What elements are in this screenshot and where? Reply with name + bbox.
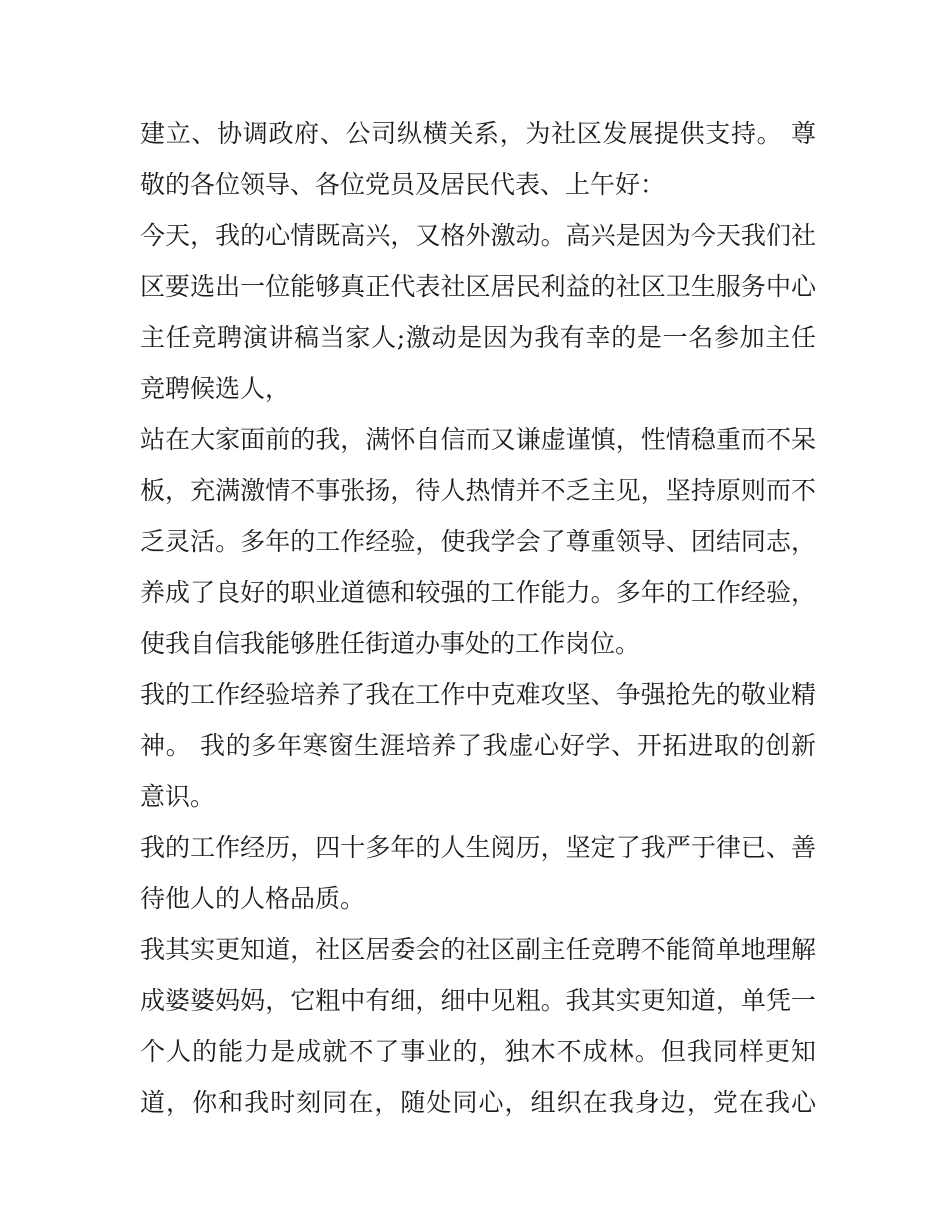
document-page [140,108,816,1128]
text-line: 建立、协调政府、公司纵横关系，为社区发展提供支持。 尊 [140,119,816,148]
text-line: 待他人的人格品质。 [140,884,366,913]
text-line: 主任竞聘演讲稿当家人;激动是因为我有幸的是一名参加主任 [140,323,816,352]
text-line: 神。 我的多年寒窗生涯培养了我虚心好学、开拓进取的创新 [140,731,816,760]
text-line: 区要选出一位能够真正代表社区居民利益的社区卫生服务中心 [140,272,816,301]
text-line: 使我自信我能够胜任街道办事处的工作岗位。 [140,629,641,658]
text-line: 站在大家面前的我，满怀自信而又谦虚谨慎，性情稳重而不呆 [140,425,816,454]
text-line: 道，你和我时刻同在，随处同心，组织在我身边，党在我心 [140,1088,816,1117]
text-line: 成婆婆妈妈，它粗中有细，细中见粗。我其实更知道，单凭一 [140,986,816,1015]
text-line: 今天，我的心情既高兴，又格外激动。高兴是因为今天我们社 [140,221,816,250]
text-line: 竞聘候选人， [140,374,291,403]
text-line: 养成了良好的职业道德和较强的工作能力。多年的工作经验， [140,578,816,607]
text-line: 个人的能力是成就不了事业的，独木不成林。但我同样更知 [140,1037,816,1066]
text-line: 我其实更知道，社区居委会的社区副主任竞聘不能简单地理解 [140,935,816,964]
text-line: 我的工作经历，四十多年的人生阅历，坚定了我严于律已、善 [140,833,816,862]
text-line: 板，充满激情不事张扬，待人热情并不乏主见，坚持原则而不 [140,476,816,505]
text-line: 敬的各位领导、各位党员及居民代表、上午好： [140,170,666,199]
text-line: 乏灵活。多年的工作经验，使我学会了尊重领导、团结同志， [140,527,816,556]
text-line: 我的工作经验培养了我在工作中克难攻坚、争强抢先的敬业精 [140,680,816,709]
text-line: 意识。 [140,782,216,811]
